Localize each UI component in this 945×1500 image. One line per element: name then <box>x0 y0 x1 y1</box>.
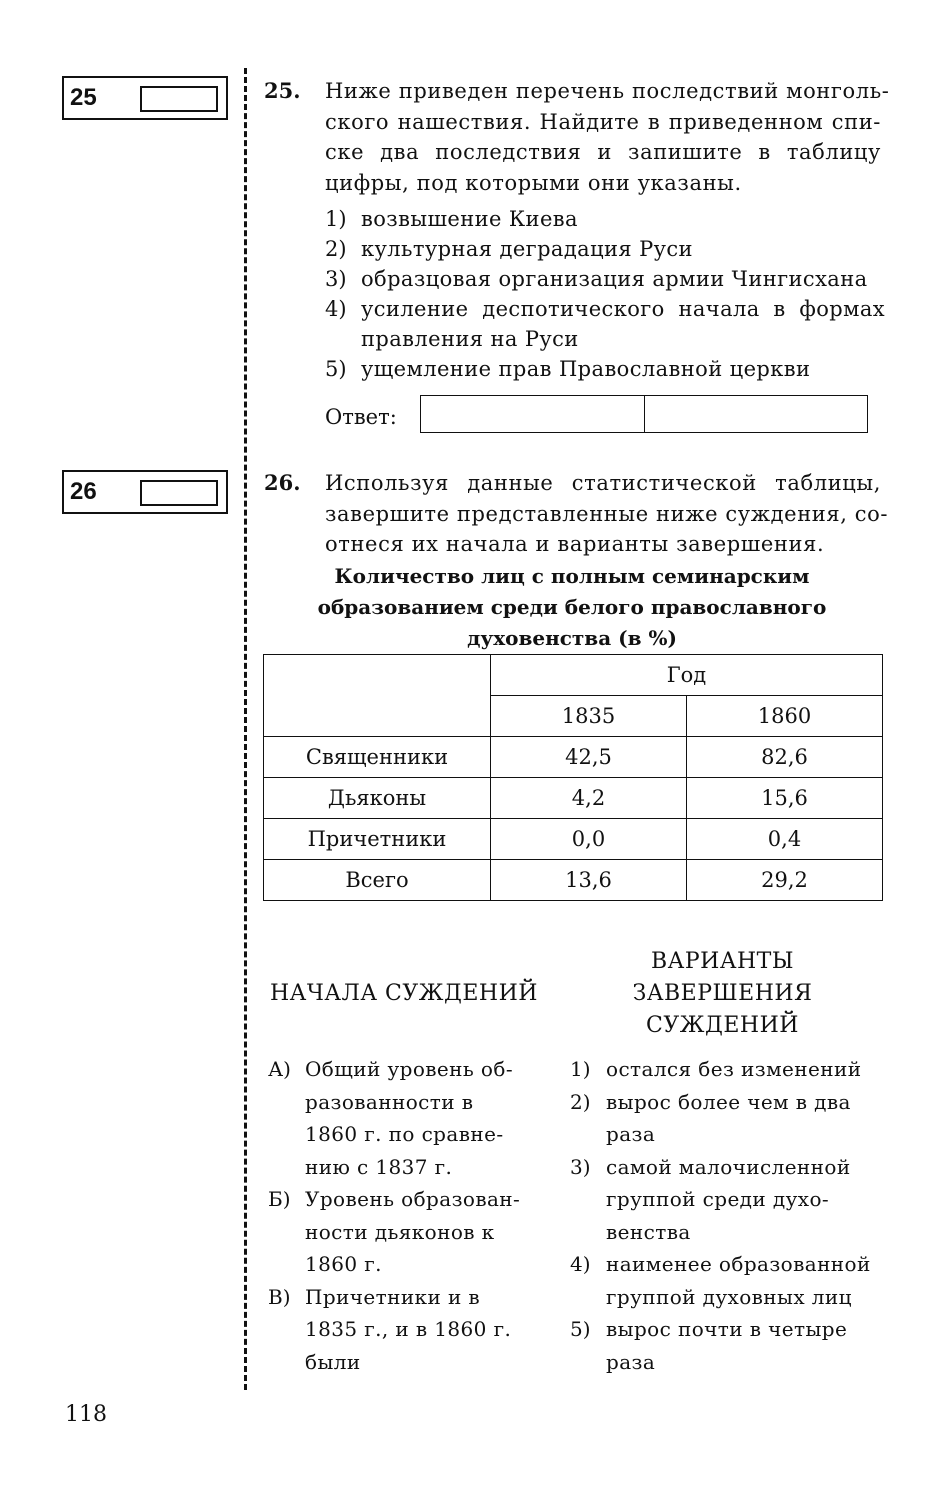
ending-item-line: наименее образованной <box>606 1252 871 1276</box>
beginnings-list <box>268 1053 538 1378</box>
table-row <box>264 860 883 901</box>
answer-cell-25-1[interactable] <box>421 396 644 432</box>
ending-item-line: группой среди духо- <box>606 1187 830 1211</box>
option-number: 2) <box>325 237 347 261</box>
table-title <box>262 561 882 654</box>
ending-item-marker: 5) <box>570 1317 591 1341</box>
option-number: 3) <box>325 267 347 291</box>
beginning-item-line: разованности в <box>305 1089 474 1114</box>
option-line: образцовая организация армии Чингисхана <box>361 267 868 291</box>
beginning-item-line: Уровень образован- <box>305 1187 521 1211</box>
page-number: 118 <box>65 1402 107 1427</box>
beginning-item-line: были <box>305 1349 361 1374</box>
ending-item <box>570 1151 885 1249</box>
text-line: отнеся их начала и варианты завершения. <box>325 532 825 556</box>
table-cell: 42,5 <box>491 737 687 778</box>
ending-item-text <box>606 1086 885 1151</box>
beginning-item-line: нию с 1837 г. <box>305 1154 453 1179</box>
ending-item-line: вырос почти в четыре <box>606 1317 848 1341</box>
text-line: цифры, под которыми они указаны. <box>325 170 742 195</box>
option-item <box>325 204 885 234</box>
ending-item-marker: 1) <box>570 1057 591 1081</box>
answer-box-26 <box>62 470 228 514</box>
question-25-number: 25. <box>264 78 301 103</box>
ending-item-marker: 3) <box>570 1154 591 1179</box>
beginning-item <box>268 1281 538 1379</box>
ending-item-text <box>606 1151 885 1249</box>
table-title-line: Количество лиц с полным семинарским <box>334 564 810 588</box>
ending-item <box>570 1248 885 1313</box>
text-line: ске два последствия и запишите в таблицу <box>325 140 881 164</box>
question-25-text <box>325 76 890 198</box>
task-number-26: 26 <box>70 478 97 505</box>
beginning-item-line: 1860 г. по сравне- <box>305 1122 504 1146</box>
table-corner-cell <box>264 655 491 737</box>
beginning-item-line: 1835 г., и в 1860 г. <box>305 1317 512 1341</box>
text-line: Ниже приведен перечень последствий монголь- <box>325 79 890 103</box>
ending-item-line: раза <box>606 1122 656 1146</box>
table-row-label: Причетники <box>264 819 491 860</box>
option-line: возвышение Киева <box>361 207 578 231</box>
table-year-header: 1835 <box>491 696 687 737</box>
table-cell: 4,2 <box>491 778 687 819</box>
option-text <box>361 234 885 264</box>
beginning-item-marker: А) <box>268 1057 291 1081</box>
ending-item-marker: 4) <box>570 1252 591 1276</box>
task-number-25: 25 <box>70 84 97 111</box>
option-text <box>361 264 885 294</box>
beginning-item-text <box>305 1053 538 1183</box>
ending-item-line: раза <box>606 1349 656 1374</box>
table-row-label: Дьяконы <box>264 778 491 819</box>
endings-header-line: ВАРИАНТЫ <box>651 949 794 974</box>
beginning-item <box>268 1183 538 1281</box>
answer-label: Ответ: <box>325 405 397 429</box>
text-line: ского нашествия. Найдите в приведенном спи- <box>325 109 881 134</box>
table-cell: 29,2 <box>687 860 883 901</box>
answer-cell-26[interactable] <box>140 480 218 506</box>
table-cell: 0,0 <box>491 819 687 860</box>
beginnings-header: НАЧАЛА СУЖДЕНИЙ <box>270 981 538 1006</box>
table-cell: 13,6 <box>491 860 687 901</box>
option-number: 4) <box>325 297 347 321</box>
answer-table-25 <box>420 395 868 433</box>
table-group-header: Год <box>491 655 883 696</box>
ending-item <box>570 1086 885 1151</box>
option-item <box>325 294 885 354</box>
endings-header-line: СУЖДЕНИЙ <box>646 1013 799 1038</box>
endings-header <box>585 946 860 1042</box>
ending-item-text <box>606 1313 885 1378</box>
beginning-item <box>268 1053 538 1183</box>
endings-list <box>570 1053 885 1378</box>
ending-item-line: остался без изменений <box>606 1057 862 1081</box>
endings-header-line: ЗАВЕРШЕНИЯ <box>632 981 813 1006</box>
question-26-number: 26. <box>264 470 301 495</box>
option-item <box>325 234 885 264</box>
statistics-table <box>263 654 883 901</box>
table-cell: 82,6 <box>687 737 883 778</box>
ending-item <box>570 1313 885 1378</box>
beginning-item-marker: В) <box>268 1284 291 1309</box>
table-row <box>264 737 883 778</box>
question-26-text <box>325 468 889 560</box>
table-row <box>264 778 883 819</box>
table-year-header: 1860 <box>687 696 883 737</box>
option-line: правления на Руси <box>361 327 579 351</box>
option-text <box>361 354 885 384</box>
table-row <box>264 819 883 860</box>
option-item <box>325 354 885 384</box>
text-line: завершите представленные ниже суждения, со- <box>325 501 889 526</box>
option-item <box>325 264 885 294</box>
option-line: усиление деспотического начала в формах <box>361 297 885 321</box>
beginning-item-line: 1860 г. <box>305 1252 382 1276</box>
option-number: 5) <box>325 357 347 381</box>
option-text <box>361 204 885 234</box>
option-line: ущемление прав Православной церкви <box>361 357 811 381</box>
table-title-line: духовенства (в %) <box>467 626 677 650</box>
beginning-item-marker: Б) <box>268 1187 291 1211</box>
table-cell: 15,6 <box>687 778 883 819</box>
question-25-options <box>325 204 885 384</box>
table-title-line: образованием среди белого православного <box>317 595 827 619</box>
beginning-item-text <box>305 1183 538 1281</box>
cut-line <box>244 68 247 1390</box>
table-cell: 0,4 <box>687 819 883 860</box>
ending-item-text <box>606 1248 885 1313</box>
table-row-label: Всего <box>264 860 491 901</box>
option-text <box>361 294 885 354</box>
ending-item <box>570 1053 885 1086</box>
ending-item-line: вырос более чем в два <box>606 1089 851 1114</box>
ending-item-line: группой духовных лиц <box>606 1284 852 1309</box>
beginning-item-line: Общий уровень об- <box>305 1057 513 1081</box>
text-line: Используя данные статистической таблицы, <box>325 471 881 495</box>
answer-cell-25[interactable] <box>140 86 218 112</box>
beginning-item-line: Причетники и в <box>305 1284 481 1309</box>
answer-cell-25-2[interactable] <box>644 396 868 432</box>
ending-item-line: венства <box>606 1219 691 1244</box>
ending-item-marker: 2) <box>570 1089 591 1114</box>
option-number: 1) <box>325 207 347 231</box>
option-line: культурная деградация Руси <box>361 237 693 261</box>
ending-item-line: самой малочисленной <box>606 1154 851 1179</box>
ending-item-text <box>606 1053 885 1086</box>
beginning-item-line: ности дьяконов к <box>305 1219 495 1244</box>
beginning-item-text <box>305 1281 538 1379</box>
table-row-label: Священники <box>264 737 491 778</box>
answer-box-25 <box>62 76 228 120</box>
